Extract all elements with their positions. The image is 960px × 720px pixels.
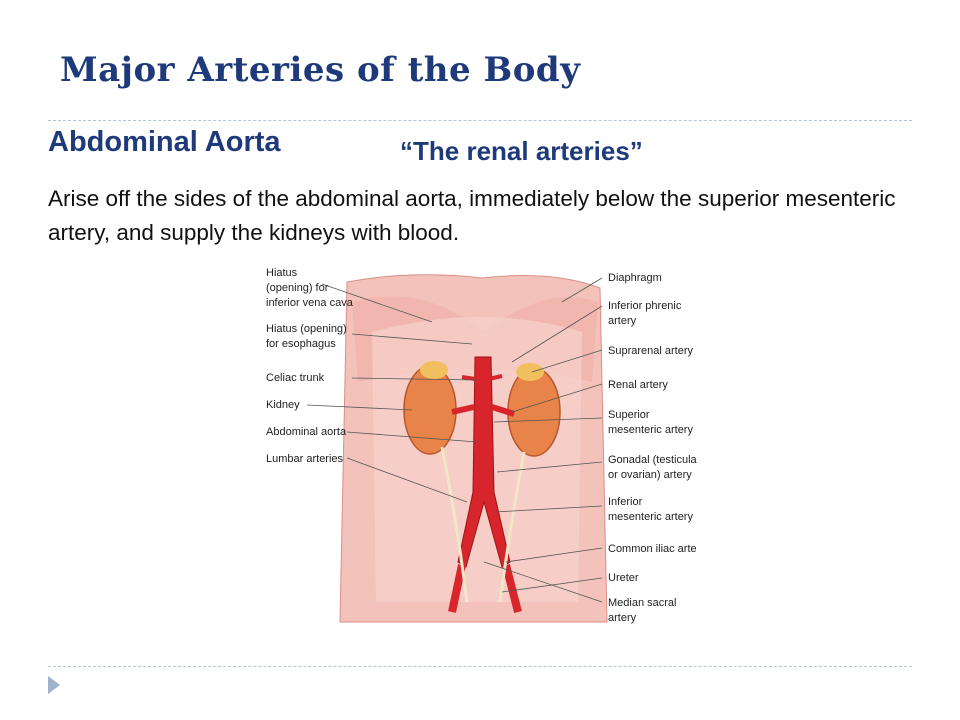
label-hiatus: Hiatus [266, 267, 298, 279]
label-esophagus: for esophagus [266, 338, 336, 350]
label-common-iliac: Common iliac arte [608, 543, 697, 555]
subheading: “The renal arteries” [400, 136, 643, 166]
label-superior-mesenteric: mesenteric artery [608, 424, 693, 436]
right-kidney [508, 368, 560, 456]
body-text: Arise off the sides of the abdominal aorta, immediately below the superior mesenteric artery, and supply the kidneys with blood. [48, 186, 896, 245]
top-divider [48, 120, 912, 121]
anatomy-illustration [262, 262, 700, 640]
left-adrenal [420, 361, 448, 379]
label-inferior-phrenic: Inferior phrenic [608, 300, 682, 312]
slide-title: Major Arteries of the Body [60, 50, 581, 90]
label-inferior: Inferior [608, 496, 643, 508]
label-kidney: Kidney [266, 399, 300, 411]
label-gonadal: Gonadal (testicula [608, 454, 697, 466]
label-ureter: Ureter [608, 572, 639, 584]
anatomy-figure [262, 262, 700, 640]
right-adrenal [516, 363, 544, 381]
label-inferior-mesenteric: mesenteric artery [608, 511, 693, 523]
label-suprarenal-artery: Suprarenal artery [608, 345, 693, 357]
bottom-divider [48, 666, 912, 667]
label-gonadal-2: or ovarian) artery [608, 469, 692, 481]
label-abdominal-aorta: Abdominal aorta [266, 426, 347, 438]
label-hiatus-opening-2: Hiatus (opening) [266, 323, 347, 335]
label-inferior-vena-cava: inferior vena cava [266, 297, 353, 309]
label-inferior-phrenic-2: artery [608, 315, 637, 327]
label-superior: Superior [608, 409, 650, 421]
label-diaphragm: Diaphragm [608, 272, 662, 284]
section-heading: Abdominal Aorta [48, 126, 281, 158]
label-celiac-trunk: Celiac trunk [266, 372, 325, 384]
triangle-right-icon [48, 676, 60, 694]
label-median-sacral-2: artery [608, 612, 637, 624]
label-median-sacral: Median sacral [608, 597, 677, 609]
label-lumbar-arteries: Lumbar arteries [266, 453, 344, 465]
label-renal-artery: Renal artery [608, 379, 668, 391]
label-hiatus-opening: (opening) for [266, 282, 329, 294]
